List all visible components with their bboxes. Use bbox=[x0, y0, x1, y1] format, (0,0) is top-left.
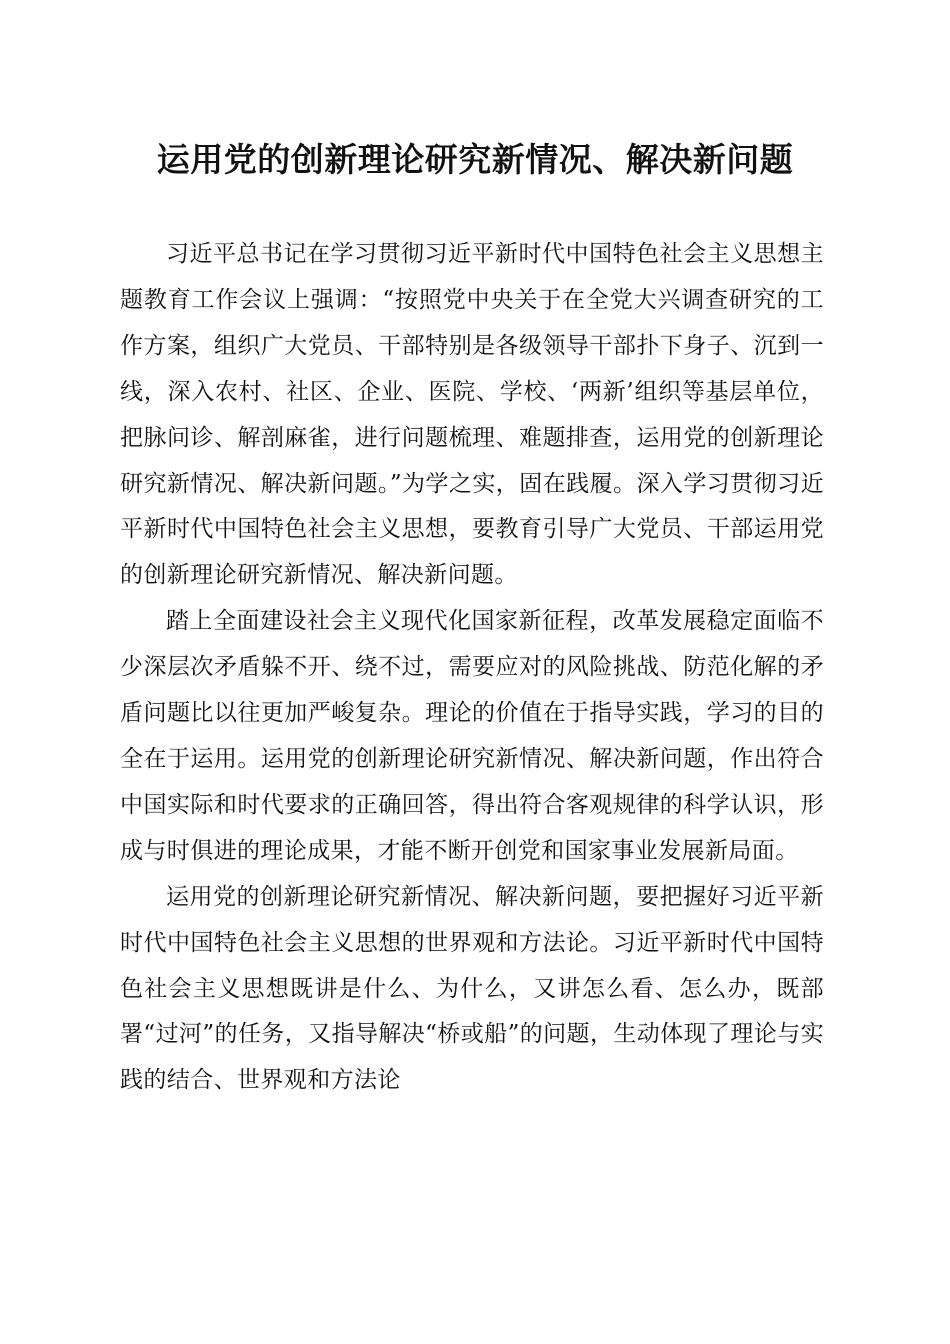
paragraph-3: 运用党的创新理论研究新情况、解决新问题，要把握好习近平新时代中国特色社会主义思想的世界观和方法论。习近平新时代中国特色社会主义思想既讲是什么、为什么，又讲怎么看、怎么办，既部署“过河”的任务，又指导解决“桥或船”的问题，生动体现了理论与实践的结合、世界观和方法论 bbox=[120, 883, 824, 1094]
paragraph-2: 踏上全面建设社会主义现代化国家新征程，改革发展稳定面临不少深层次矛盾躲不开、绕不过，需要应对的风险挑战、防范化解的矛盾问题比以往更加严峻复杂。理论的价值在于指导实践，学习的目的全在于运用。运用党的创新理论研究新情况、解决新问题，作出符合中国实际和时代要求的正确回答，得出符合客观规律的科学认识，形成与时俱进的理论成果，才能不断开创党和国家事业发展新局面。 bbox=[120, 608, 824, 864]
paragraph-1: 习近平总书记在学习贯彻习近平新时代中国特色社会主义思想主题教育工作会议上强调：“按照党中央关于在全党大兴调查研究的工作方案，组织广大党员、干部特别是各级领导干部扑下身子、沉到一线，深入农村、社区、企业、医院、学校、‘两新’组织等基层单位，把脉问诊、解剖麻雀，进行问题梳理、难题排查，运用党的创新理论研究新情况、解决新问题。”为学之实，固在践履。深入学习贯彻习近平新时代中国特色社会主义思想，要教育引导广大党员、干部运用党的创新理论研究新情况、解决新问题。 bbox=[120, 241, 824, 589]
document-body bbox=[120, 232, 824, 1104]
document-title: 运用党的创新理论研究新情况、解决新问题 bbox=[156, 140, 794, 179]
